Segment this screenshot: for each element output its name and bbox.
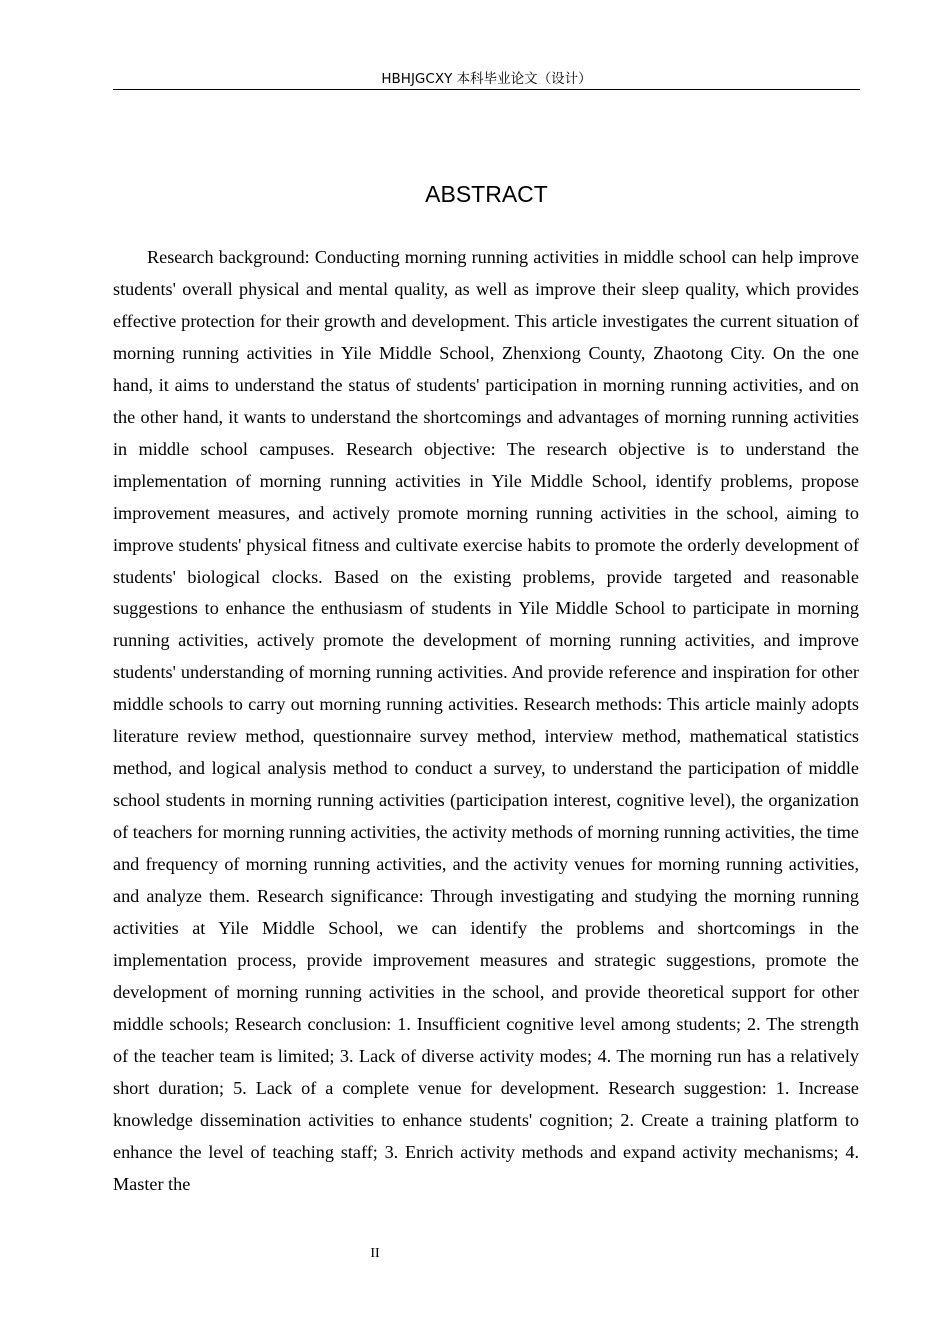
running-header: HBHJGCXY 本科毕业论文（设计） — [381, 71, 592, 87]
page-number: II — [370, 1246, 380, 1261]
abstract-body: Research background: Conducting morning running activities in middle school can help improve students' overall physical and mental quality, as well as improve their sleep quality, which provides effective protection for their growth and development. This article investigates the current situation of morning running activities in Yile Middle School, Zhenxiong County, Zhaotong City. On the one hand, it aims to understand the status of students' participation in morning running activities, and on the other hand, it wants to understand the shortcomings and advantages of morning running activities in middle school campuses. Research objective: The research objective is to understand the implementation of morning running activities in Yile Middle School, identify problems, propose improvement measures, and actively promote morning running activities in the school, aiming to improve students' physical fitness and cultivate exercise habits to promote the orderly development of students' biological clocks. Based on the existing problems, provide targeted and reasonable suggestions to enhance the enthusiasm of students in Yile Middle School to participate in morning running activities, actively promote the development of morning running activities, and improve students' understanding of morning running activities. And provide reference and inspiration for other middle schools to carry out morning running activities. Research methods: This article mainly adopts literature review method, questionnaire survey method, interview method, mathematical statistics method, and logical analysis method to conduct a survey, to understand the participation of middle school students in morning running activities (participation interest, cognitive level), the organization of teachers for morning running activities, the activity methods of morning running activities, the time and frequency of morning running activities, and the activity venues for morning running activities, and analyze them. Research significance: Through investigating and studying the morning running activities at Yile Middle School, we can identify the problems and shortcomings in the implementation process, provide improvement measures and strategic suggestions, promote the development of morning running activities in the school, and provide theoretical support for other middle schools; Research conclusion: 1. Insufficient cognitive level among students; 2. The strength of the teacher team is limited; 3. Lack of diverse activity modes; 4. The morning run has a relatively short duration; 5. Lack of a complete venue for development. Research suggestion: 1. Increase knowledge dissemination activities to enhance students' cognition; 2. Create a training platform to enhance the level of teaching staff; 3. Enrich activity methods and expand activity mechanisms; 4. Master the — [113, 247, 859, 1194]
abstract-title: ABSTRACT — [425, 181, 548, 207]
header-rule — [113, 89, 860, 90]
